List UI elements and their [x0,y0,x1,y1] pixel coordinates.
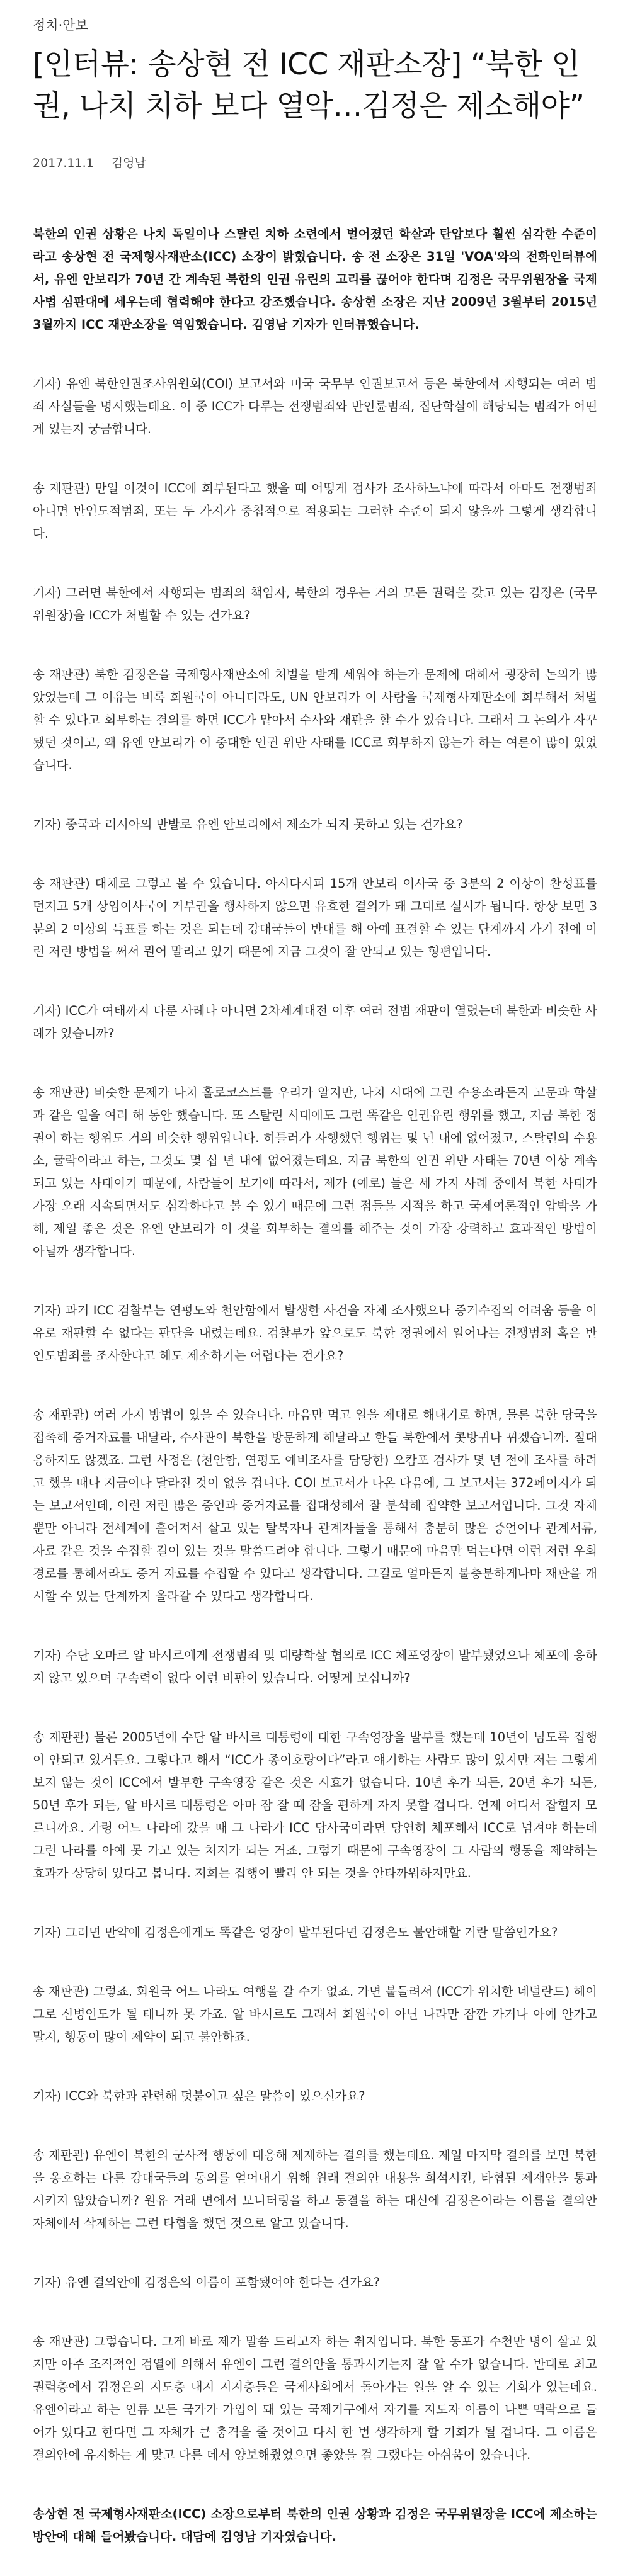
author-name: 김영남 [111,156,146,170]
answer-paragraph: 송 재판관) 여러 가지 방법이 있을 수 있습니다. 마음만 먹고 일을 제대로 해내기로 하면, 물론 북한 당국을 접촉해 증거자료를 내달라, 수사관이 북한을 방문하게 해달라고 한들 북한에서 콧방귀나 뀌겠습니까. 절대 응하지도 않겠죠. 그런 사정은 (천안함, 연평도 예비조사를 담당한) 오캄포 검사가 몇 년 전에 조사를 하려고 했을 때나 지금이나 달라진 것이 없을 겁니다. COI 보고서가 나온 다음에, 그 보고서는 372페이지가 되는 보고서인데, 이런 저런 많은 증언과 증거자료를 집대성해서 잘 분석해 집약한 보고서입니다. 그것 자체뿐만 아니라 전세계에 흩어져서 살고 있는 탈북자나 관계자들을 통해서 충분히 많은 증언이나 관계서류, 자료 같은 것을 수집할 길이 있는 것을 말씀드려야 합니다. 그렇기 때문에 마음만 먹는다면 이런 저런 우회 경로를 통해서라도 증거 자료를 수집할 수 있다고 생각합니다. 그걸로 얼마든지 불충분하게나마 재판을 개시할 수 있는 단계까지 올라갈 수 있다고 생각합니다. [33,1408,597,1603]
question-paragraph: 기자) 그러면 만약에 김정은에게도 똑같은 영장이 발부된다면 김정은도 불안해할 거란 말씀인가요? [33,1925,558,1940]
question-paragraph: 기자) 유엔 결의안에 김정은의 이름이 포함됐어야 한다는 건가요? [33,2275,381,2290]
article-meta [33,154,597,191]
category-label[interactable]: 정치·안보 [33,18,88,33]
closing-paragraph: 송상현 전 국제형사재판소(ICC) 소장으로부터 북한의 인권 상황과 김정은 국무위원장을 ICC에 제소하는 방안에 대해 들어봤습니다. 대담에 김영남 기자였습니다. [33,2507,597,2544]
answer-paragraph: 송 재판관) 유엔이 북한의 군사적 행동에 대응해 제재하는 결의를 했는데요. 제일 마지막 결의를 보면 북한을 옹호하는 다른 강대국들의 동의를 얻어내기 위해 원래 결의안 내용을 희석시킨, 타협된 제재안을 통과시키지 않았습니까? 원유 거래 면에서 모니터링을 하고 동결을 하는 대신에 김정은이라는 이름을 결의안 자체에서 삭제하는 그런 타협을 했던 것으로 알고 있습니다. [33,2148,597,2230]
answer-paragraph: 송 재판관) 물론 2005년에 수단 알 바시르 대통령에 대한 구속영장을 발부를 했는데 10년이 넘도록 집행이 안되고 있거든요. 그렇다고 해서 “ICC가 종이호랑이다”라고 얘기하는 사람도 많이 있지만 저는 그렇게 보지 않는 것이 ICC에서 발부한 구속영장 같은 것은 시효가 없습니다. 10년 후가 되든, 20년 후가 되든, 50년 후가 되든, 알 바시르 대통령은 아마 잠 잘 때 잠을 편하게 자지 못할 겁니다. 언제 어디서 잡힐지 모르니까요. 가령 어느 나라에 갔을 때 그 나라가 ICC 당사국이라면 당연히 체포해서 ICC로 넘겨야 하는데 그런 나라를 아예 못 가고 있는 처지가 되는 거죠. 그렇기 때문에 구속영장이 그 사람의 행동을 제약하는 효과가 상당히 있다고 봅니다. 저희는 집행이 빨리 안 되는 것을 안타까워하지만요. [33,1730,597,1880]
question-paragraph: 기자) 그러면 북한에서 자행되는 범죄의 책임자, 북한의 경우는 거의 모든 권력을 갖고 있는 김정은 (국무위원장)을 ICC가 처벌할 수 있는 건가요? [33,585,597,623]
answer-paragraph: 송 재판관) 북한 김정은을 국제형사재판소에 처벌을 받게 세워야 하는가 문제에 대해서 굉장히 논의가 많았었는데 그 이유는 비록 회원국이 아니더라도, UN 안보리가 이 사람을 국제형사재판소에 회부해서 처벌할 수 있다고 회부하는 결의를 하면 ICC가 맡아서 수사와 재판을 할 수가 있습니다. 그래서 그 논의가 자꾸 됐던 것이고, 왜 유엔 안보리가 이 중대한 인권 위반 사태를 ICC로 회부하지 않는가 하는 여론이 많이 있었습니다. [33,667,597,772]
lead-paragraph: 북한의 인권 상황은 나치 독일이나 스탈린 치하 소련에서 벌어졌던 학살과 탄압보다 훨씬 심각한 수준이라고 송상현 전 국제형사재판소(ICC) 소장이 밝혔습니다. 송 전 소장은 31일 'VOA'와의 전화인터뷰에서, 유엔 안보리가 70년 간 계속된 북한의 인권 유린의 고리를 끊어야 한다며 김정은 국무위원장을 국제 사법 심판대에 세우는데 협력해야 한다고 강조했습니다. 송상현 소장은 지난 2009년 3월부터 2015년 3월까지 ICC 재판소장을 역임했습니다. 김영남 기자가 인터뷰했습니다. [33,227,597,332]
article-body [33,223,597,2548]
article-headline: [인터뷰: 송상현 전 ICC 재판소장] “북한 인권, 나치 치하 보다 열악…김정은 제소해야” [33,47,585,123]
question-paragraph: 기자) ICC와 북한과 관련해 덧붙이고 싶은 말씀이 있으신가요? [33,2089,365,2103]
answer-paragraph: 송 재판관) 그렇죠. 회원국 어느 나라도 여행을 갈 수가 없죠. 가면 붙들려서 (ICC가 위치한 네덜란드) 헤이그로 신병인도가 될 테니까 못 가죠. 알 바시르도 그래서 회원국이 아닌 나라만 잠깐 가거나 아예 안가고 말지, 행동이 많이 제약이 되고 불안하죠. [33,1984,597,2044]
publish-date: 2017.11.1 [33,156,94,170]
answer-paragraph: 송 재판관) 대체로 그렇고 볼 수 있습니다. 아시다시피 15개 안보리 이사국 중 3분의 2 이상이 찬성표를 던지고 5개 상임이사국이 거부권을 행사하지 않으면 유효한 결의가 돼 그대로 실시가 됩니다. 항상 보면 3분의 2 이상의 득표를 하는 것은 되는데 강대국들이 반대를 해 아예 표결할 수 있는 단계까지 가기 전에 이런 저런 방법을 써서 뭔어 말리고 있기 때문에 지금 그것이 잘 안되고 있는 형편입니다. [33,876,597,959]
answer-paragraph: 송 재판관) 비슷한 문제가 나치 홀로코스트를 우리가 알지만, 나치 시대에 그런 수용소라든지 고문과 학살과 같은 일을 여러 해 동안 했습니다. 또 스탈린 시대에도 그런 똑같은 인권유린 행위를 했고, 지금 북한 정권이 하는 행위도 거의 비슷한 행위입니다. 히틀러가 자행했던 행위는 몇 년 내에 없어졌고, 스탈린의 수용소, 굴락이라고 하는, 그것도 몇 십 년 내에 없어졌는데요. 지금 북한의 인권 위반 사태는 70년 이상 계속되고 있는 사태이기 때문에, 사람들이 보기에 따라서, 제가 (예로) 들은 세 가지 사례 중에서 북한 사태가 가장 오래 지속되면서도 심각하다고 볼 수 있기 때문에 그런 점들을 지적을 하고 국제여론적인 압박을 가해, 제일 좋은 것은 유엔 안보리가 이 것을 회부하는 결의를 해주는 것이 가장 강력하고 효과적인 방법이 아닐까 생각합니다. [33,1085,597,1258]
answer-paragraph: 송 재판관) 만일 이것이 ICC에 회부된다고 했을 때 어떻게 검사가 조사하느냐에 따라서 아마도 전쟁범죄 아니면 반인도적범죄, 또는 두 가지가 중첩적으로 적용되는 그러한 수준이 되지 않을까 그렇게 생각합니다. [33,481,597,541]
question-paragraph: 기자) ICC가 여태까지 다룬 사례나 아니면 2차세계대전 이후 여러 전범 재판이 열렸는데 북한과 비슷한 사례가 있습니까? [33,1003,597,1041]
question-paragraph: 기자) 수단 오마르 알 바시르에게 전쟁범죄 및 대량학살 협의로 ICC 체포영장이 발부됐었으나 체포에 응하지 않고 있으며 구속력이 없다 이런 비판이 있습니다. 어떻게 보십니까? [33,1648,597,1685]
question-paragraph: 기자) 중국과 러시아의 반발로 유엔 안보리에서 제소가 되지 못하고 있는 건가요? [33,817,463,832]
answer-paragraph: 송 재판관) 그렇습니다. 그게 바로 제가 말씀 드리고자 하는 취지입니다. 북한 동포가 수천만 명이 살고 있지만 아주 조직적인 검열에 의해서 유엔이 그런 결의안을 통과시키는지 잘 알 수가 없습니다. 반대로 최고 권력층에서 김정은의 지도층 내지 지지층들은 국제사회에서 돌아가는 일을 알 수 있는 기회가 있는데요. 유엔이라고 하는 인류 모든 국가가 가입이 돼 있는 국제기구에서 자기를 지도자 이름이 나쁜 맥락으로 들어가 있다고 한다면 그 자체가 큰 충격을 줄 것이고 다시 한 번 생각하게 할 기회가 될 겁니다. 그 이름은 결의안에 유지하는 게 맞고 다른 데서 양보해줬었으면 좋았을 걸 그랬다는 아쉬움이 있습니다. [33,2334,597,2462]
question-paragraph: 기자) 유엔 북한인권조사위원회(COI) 보고서와 미국 국무부 인권보고서 등은 북한에서 자행되는 여러 범죄 사실들을 명시했는데요. 이 중 ICC가 다루는 전쟁범죄와 반인륜범죄, 집단학살에 해당되는 범죄가 어떤 게 있는지 궁금합니다. [33,376,597,436]
question-paragraph: 기자) 과거 ICC 검찰부는 연평도와 천안함에서 발생한 사건을 자체 조사했으나 증거수집의 어려움 등을 이유로 재판할 수 없다는 판단을 내렸는데요. 검찰부가 앞으로도 북한 정권에서 일어나는 전쟁범죄 혹은 반인도범죄를 조사한다고 해도 제소하기는 어렵다는 건가요? [33,1303,597,1363]
